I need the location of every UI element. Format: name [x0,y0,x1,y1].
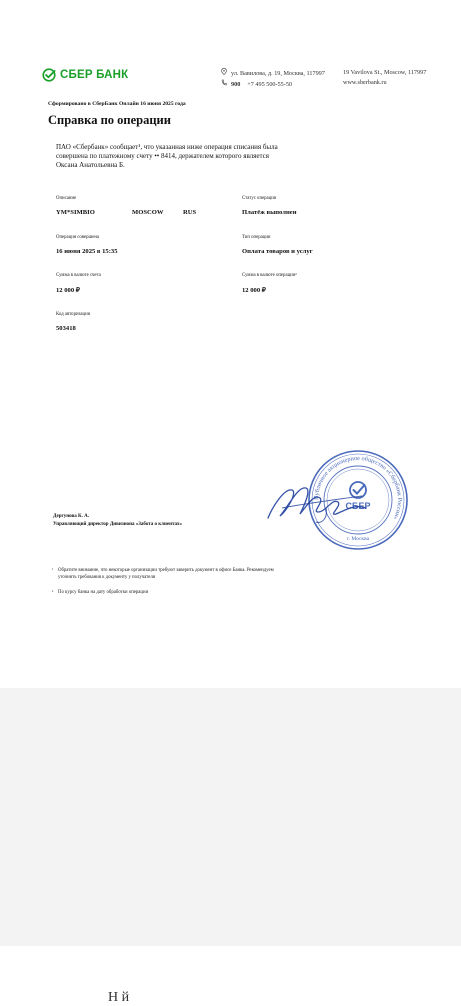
type-value: Оплата товаров и услуг [242,248,313,255]
footnote-1 [52,568,274,581]
date-label: Операция совершена [56,235,100,240]
page-gap-background [0,688,461,946]
description-label: Описание [56,196,77,201]
phone-full: +7 495 500-55-50 [247,80,293,88]
intro-line: совершена по платежному счету •• 8414, держателем которого является [56,151,269,160]
amount-operation-value: 12 000 ₽ [242,287,266,294]
phone-short: 900 [231,80,241,88]
location-pin-icon [221,68,228,79]
stamp-ring-path: Публичное акционерное общество «Сбербанк России» [312,454,404,521]
handwritten-signature [262,478,382,528]
auth-value: 503418 [56,325,76,332]
date-value: 16 июня 2025 в 15:35 [56,248,118,255]
type-label: Тип операции [242,235,271,240]
next-page-partial-text: Н й [108,990,130,1005]
logo-text: СБЕР БАНК [60,69,129,81]
footnote-line: Обратите внимание, что некоторые организации требуют заверить документ в офисе Банка. Рекомендуем [58,568,274,573]
next-page-top [0,946,461,1000]
signatory [53,513,182,529]
formed-line: Сформировано в СберБанк Онлайн 16 июня 2025 года [48,101,186,107]
intro-line: Оксана Анатольевна Б. [56,160,125,169]
description-merchant: YM*SIMBIO [56,209,95,216]
footnote-number: ² [52,589,54,594]
footnote-2 [52,590,148,597]
contact-block-en [343,68,426,88]
amount-account-label: Сумма в валюте счета [56,273,101,278]
sber-logo [42,68,128,82]
page-title: Справка по операции [48,113,171,127]
description-city: MOSCOW [132,209,164,216]
stamp-center-text: СБЕР [345,501,371,511]
auth-label: Код авторизации [56,312,91,317]
status-value: Платёж выполнен [242,209,297,216]
amount-operation-label: Сумма в валюте операции² [242,273,297,278]
stamp-city: г. Москва [346,536,370,542]
footnote-line: По курсу банка на дату обработки операции [58,590,149,595]
address-en: 19 Vavilova St., Moscow, 117997 [343,69,427,76]
intro-paragraph [56,143,296,169]
footnote-number: ¹ [52,567,54,572]
website: www.sberbank.ru [343,79,387,86]
address-ru: ул. Вавилова, д. 19, Москва, 117997 [231,69,325,77]
amount-account-value: 12 000 ₽ [56,287,80,294]
signatory-position: Управляющий директор Дивизиона «Забота о клиентах» [53,522,182,527]
status-label: Статус операции [242,196,277,201]
phone-icon [221,79,228,90]
contact-block-ru [221,68,325,90]
intro-line: ПАО «Сбербанк» сообщает¹, что указанная ниже операция списания была [56,143,278,151]
signatory-name: Дергунова К. А. [53,514,89,519]
footnote-line: уточнить требования к документу у получателя [58,574,155,580]
sber-logo-icon [42,68,56,82]
description-country: RUS [183,209,197,216]
